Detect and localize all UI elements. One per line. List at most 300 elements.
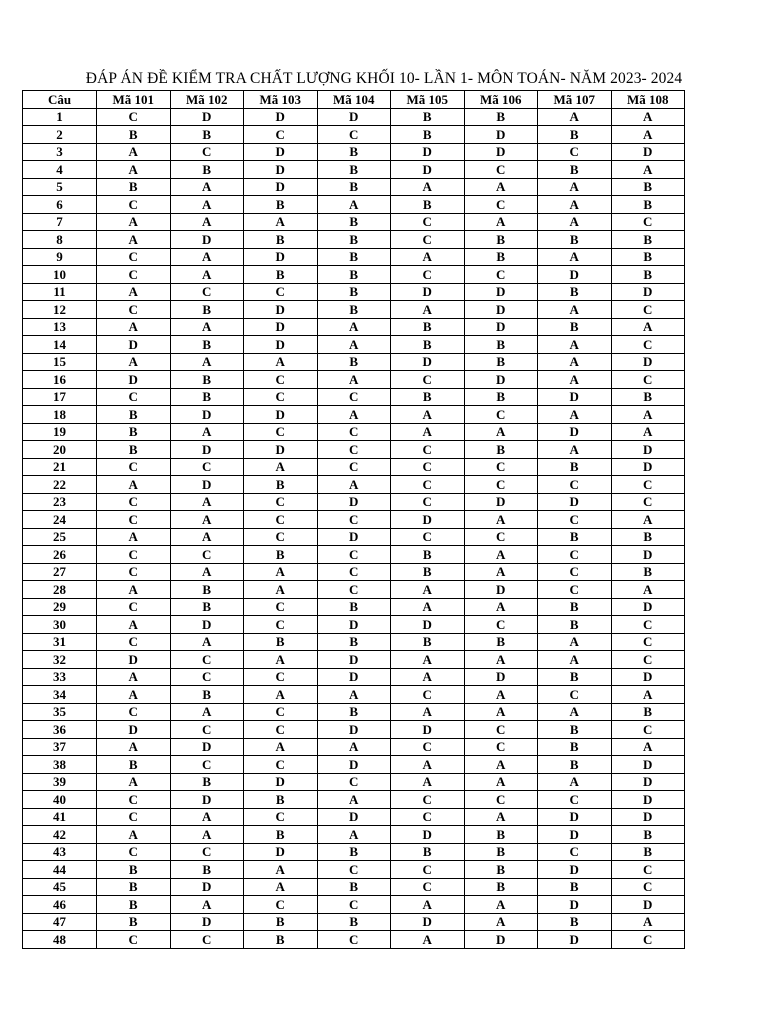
answer-cell: A	[244, 581, 318, 599]
answer-cell: D	[391, 721, 465, 739]
answer-cell: D	[538, 388, 612, 406]
answer-cell: B	[97, 126, 171, 144]
answer-cell: D	[464, 318, 538, 336]
answer-cell: C	[538, 546, 612, 564]
column-header-question: Câu	[23, 91, 97, 109]
answer-cell: B	[317, 178, 391, 196]
answer-cell: C	[97, 301, 171, 319]
answer-cell: C	[244, 668, 318, 686]
answer-cell: C	[611, 721, 685, 739]
table-row	[23, 143, 685, 161]
answer-cell: D	[244, 143, 318, 161]
answer-cell: B	[611, 266, 685, 284]
answer-cell: C	[611, 651, 685, 669]
table-row	[23, 213, 685, 231]
answer-cell: D	[611, 773, 685, 791]
answer-cell: A	[170, 896, 244, 914]
answer-cell: B	[538, 738, 612, 756]
answer-cell: A	[391, 896, 465, 914]
answer-cell: B	[244, 791, 318, 809]
answer-cell: B	[244, 196, 318, 214]
answer-cell: B	[464, 861, 538, 879]
question-number-cell: 12	[23, 301, 97, 319]
answer-cell: A	[464, 213, 538, 231]
question-number-cell: 23	[23, 493, 97, 511]
answer-cell: A	[538, 633, 612, 651]
table-row	[23, 511, 685, 529]
answer-cell: A	[538, 773, 612, 791]
answer-cell: B	[317, 213, 391, 231]
answer-cell: B	[170, 686, 244, 704]
answer-cell: A	[538, 441, 612, 459]
question-number-cell: 32	[23, 651, 97, 669]
question-number-cell: 45	[23, 878, 97, 896]
table-row	[23, 878, 685, 896]
answer-cell: B	[611, 248, 685, 266]
table-row	[23, 458, 685, 476]
answer-cell: B	[317, 843, 391, 861]
answer-cell: B	[317, 703, 391, 721]
answer-cell: A	[538, 108, 612, 126]
answer-cell: A	[244, 651, 318, 669]
table-row	[23, 283, 685, 301]
answer-cell: B	[244, 931, 318, 949]
answer-cell: D	[317, 616, 391, 634]
answer-cell: B	[538, 161, 612, 179]
answer-cell: D	[538, 808, 612, 826]
answer-cell: C	[464, 528, 538, 546]
answer-cell: B	[391, 388, 465, 406]
answer-cell: D	[170, 231, 244, 249]
answer-cell: A	[464, 686, 538, 704]
question-number-cell: 6	[23, 196, 97, 214]
answer-cell: C	[170, 668, 244, 686]
table-row	[23, 668, 685, 686]
answer-cell: C	[97, 598, 171, 616]
answer-cell: A	[317, 476, 391, 494]
question-number-cell: 27	[23, 563, 97, 581]
answer-cell: B	[611, 528, 685, 546]
answer-cell: D	[317, 756, 391, 774]
answer-cell: D	[170, 476, 244, 494]
answer-cell: C	[538, 843, 612, 861]
table-row	[23, 301, 685, 319]
table-row	[23, 108, 685, 126]
question-number-cell: 1	[23, 108, 97, 126]
answer-cell: D	[317, 651, 391, 669]
column-header-code: Mã 107	[538, 91, 612, 109]
table-row	[23, 703, 685, 721]
answer-cell: D	[611, 441, 685, 459]
answer-cell: D	[244, 108, 318, 126]
answer-cell: C	[464, 476, 538, 494]
answer-cell: C	[97, 108, 171, 126]
answer-cell: D	[464, 301, 538, 319]
answer-cell: A	[464, 808, 538, 826]
answer-cell: C	[170, 931, 244, 949]
table-row	[23, 616, 685, 634]
answer-cell: D	[611, 458, 685, 476]
column-header-code: Mã 104	[317, 91, 391, 109]
answer-cell: A	[97, 353, 171, 371]
question-number-cell: 29	[23, 598, 97, 616]
answer-cell: D	[391, 913, 465, 931]
answer-cell: A	[170, 703, 244, 721]
answer-cell: A	[244, 353, 318, 371]
answer-cell: B	[97, 878, 171, 896]
answer-cell: C	[97, 843, 171, 861]
answer-cell: B	[97, 896, 171, 914]
answer-cell: C	[317, 896, 391, 914]
question-number-cell: 44	[23, 861, 97, 879]
table-row	[23, 248, 685, 266]
answer-cell: D	[611, 353, 685, 371]
answer-cell: A	[538, 651, 612, 669]
table-row	[23, 371, 685, 389]
question-number-cell: 46	[23, 896, 97, 914]
answer-cell: B	[538, 528, 612, 546]
table-row	[23, 931, 685, 949]
answer-cell: B	[170, 773, 244, 791]
answer-cell: A	[391, 581, 465, 599]
answer-cell: C	[464, 266, 538, 284]
answer-cell: C	[464, 458, 538, 476]
answer-cell: A	[611, 738, 685, 756]
answer-cell: D	[538, 861, 612, 879]
answer-cell: B	[317, 143, 391, 161]
answer-cell: A	[464, 913, 538, 931]
answer-cell: C	[97, 703, 171, 721]
answer-cell: C	[391, 791, 465, 809]
question-number-cell: 34	[23, 686, 97, 704]
answer-cell: C	[391, 231, 465, 249]
question-number-cell: 47	[23, 913, 97, 931]
answer-cell: C	[611, 301, 685, 319]
answer-cell: A	[391, 598, 465, 616]
table-row	[23, 843, 685, 861]
answer-cell: D	[244, 336, 318, 354]
answer-cell: D	[317, 668, 391, 686]
answer-cell: D	[464, 143, 538, 161]
answer-cell: A	[464, 598, 538, 616]
answer-cell: D	[391, 283, 465, 301]
answer-cell: C	[611, 616, 685, 634]
answer-cell: C	[97, 633, 171, 651]
answer-cell: A	[391, 668, 465, 686]
answer-cell: B	[464, 826, 538, 844]
answer-cell: A	[391, 931, 465, 949]
table-body	[23, 108, 685, 948]
answer-cell: A	[244, 686, 318, 704]
answer-cell: C	[244, 703, 318, 721]
table-row	[23, 826, 685, 844]
answer-cell: D	[244, 843, 318, 861]
answer-cell: C	[611, 476, 685, 494]
answer-cell: A	[317, 196, 391, 214]
table-row	[23, 791, 685, 809]
answer-cell: A	[611, 686, 685, 704]
answer-cell: C	[611, 213, 685, 231]
answer-cell: A	[244, 878, 318, 896]
answer-cell: B	[391, 196, 465, 214]
answer-cell: C	[464, 196, 538, 214]
answer-cell: D	[317, 493, 391, 511]
answer-cell: C	[170, 283, 244, 301]
answer-cell: D	[97, 721, 171, 739]
table-row	[23, 721, 685, 739]
answer-cell: A	[317, 318, 391, 336]
table-row	[23, 353, 685, 371]
answer-cell: D	[611, 791, 685, 809]
answer-cell: B	[391, 563, 465, 581]
answer-cell: A	[97, 213, 171, 231]
answer-cell: A	[170, 178, 244, 196]
answer-cell: D	[170, 406, 244, 424]
answer-cell: C	[170, 756, 244, 774]
answer-cell: A	[464, 703, 538, 721]
answer-cell: B	[97, 861, 171, 879]
answer-cell: D	[538, 423, 612, 441]
answer-cell: A	[244, 861, 318, 879]
answer-cell: B	[170, 371, 244, 389]
answer-cell: A	[538, 336, 612, 354]
answer-cell: C	[244, 493, 318, 511]
answer-cell: B	[464, 441, 538, 459]
answer-cell: A	[538, 371, 612, 389]
answer-cell: D	[391, 353, 465, 371]
answer-cell: C	[97, 931, 171, 949]
answer-cell: C	[317, 931, 391, 949]
question-number-cell: 15	[23, 353, 97, 371]
answer-cell: C	[244, 528, 318, 546]
answer-cell: D	[170, 441, 244, 459]
answer-cell: D	[464, 283, 538, 301]
answer-cell: B	[611, 231, 685, 249]
answer-cell: D	[317, 808, 391, 826]
answer-cell: A	[464, 896, 538, 914]
answer-cell: A	[170, 826, 244, 844]
answer-cell: B	[244, 913, 318, 931]
answer-cell: A	[538, 406, 612, 424]
answer-cell: B	[611, 843, 685, 861]
answer-cell: C	[244, 598, 318, 616]
table-row	[23, 773, 685, 791]
table-row	[23, 896, 685, 914]
question-number-cell: 14	[23, 336, 97, 354]
answer-cell: B	[317, 301, 391, 319]
answer-cell: A	[611, 581, 685, 599]
answer-cell: C	[391, 266, 465, 284]
answer-cell: B	[391, 126, 465, 144]
answer-cell: C	[170, 721, 244, 739]
answer-cell: C	[391, 371, 465, 389]
question-number-cell: 40	[23, 791, 97, 809]
answer-cell: B	[317, 161, 391, 179]
answer-cell: B	[538, 318, 612, 336]
answer-cell: A	[244, 738, 318, 756]
question-number-cell: 9	[23, 248, 97, 266]
answer-cell: A	[244, 458, 318, 476]
answer-cell: D	[464, 493, 538, 511]
answer-cell: C	[97, 248, 171, 266]
answer-cell: B	[464, 336, 538, 354]
answer-cell: B	[170, 126, 244, 144]
answer-cell: B	[538, 126, 612, 144]
answer-cell: D	[538, 266, 612, 284]
answer-cell: D	[244, 318, 318, 336]
answer-cell: A	[464, 546, 538, 564]
answer-cell: A	[97, 616, 171, 634]
answer-cell: B	[538, 231, 612, 249]
table-row	[23, 423, 685, 441]
answer-cell: A	[317, 826, 391, 844]
answer-cell: B	[464, 248, 538, 266]
answer-cell: C	[317, 581, 391, 599]
answer-cell: A	[611, 318, 685, 336]
answer-cell: D	[464, 668, 538, 686]
answer-cell: D	[244, 301, 318, 319]
answer-cell: C	[391, 738, 465, 756]
answer-cell: D	[538, 896, 612, 914]
answer-cell: B	[391, 336, 465, 354]
answer-cell: C	[317, 511, 391, 529]
table-row	[23, 738, 685, 756]
answer-cell: C	[611, 878, 685, 896]
question-number-cell: 36	[23, 721, 97, 739]
answer-cell: D	[170, 616, 244, 634]
table-row	[23, 178, 685, 196]
question-number-cell: 43	[23, 843, 97, 861]
answer-cell: A	[170, 808, 244, 826]
answer-cell: D	[170, 913, 244, 931]
answer-cell: D	[244, 161, 318, 179]
answer-cell: C	[391, 476, 465, 494]
answer-cell: A	[611, 126, 685, 144]
column-header-code: Mã 101	[97, 91, 171, 109]
answer-cell: B	[611, 388, 685, 406]
answer-cell: C	[244, 423, 318, 441]
question-number-cell: 3	[23, 143, 97, 161]
answer-cell: C	[317, 388, 391, 406]
answer-cell: D	[611, 756, 685, 774]
answer-cell: A	[97, 231, 171, 249]
table-row	[23, 266, 685, 284]
answer-cell: A	[391, 651, 465, 669]
answer-cell: A	[170, 196, 244, 214]
answer-cell: D	[611, 668, 685, 686]
table-row	[23, 336, 685, 354]
answer-cell: D	[317, 528, 391, 546]
answer-cell: A	[391, 301, 465, 319]
answer-cell: A	[170, 266, 244, 284]
answer-cell: B	[391, 843, 465, 861]
answer-cell: C	[391, 878, 465, 896]
table-row	[23, 913, 685, 931]
answer-cell: D	[391, 143, 465, 161]
answer-cell: B	[97, 756, 171, 774]
answer-cell: C	[97, 511, 171, 529]
answer-cell: C	[97, 791, 171, 809]
answer-cell: D	[391, 511, 465, 529]
table-row	[23, 563, 685, 581]
answer-cell: A	[244, 563, 318, 581]
answer-cell: C	[244, 126, 318, 144]
question-number-cell: 16	[23, 371, 97, 389]
answer-cell: D	[464, 581, 538, 599]
answer-cell: C	[97, 266, 171, 284]
answer-cell: D	[317, 721, 391, 739]
answer-cell: D	[170, 108, 244, 126]
answer-cell: C	[391, 808, 465, 826]
answer-cell: C	[464, 791, 538, 809]
answer-cell: D	[611, 143, 685, 161]
answer-cell: B	[538, 913, 612, 931]
answer-cell: C	[611, 931, 685, 949]
table-row	[23, 633, 685, 651]
question-number-cell: 42	[23, 826, 97, 844]
answer-cell: D	[464, 126, 538, 144]
answer-cell: C	[464, 406, 538, 424]
answer-cell: C	[611, 371, 685, 389]
answer-cell: A	[97, 826, 171, 844]
answer-cell: A	[538, 248, 612, 266]
answer-cell: A	[170, 528, 244, 546]
answer-cell: B	[611, 703, 685, 721]
answer-cell: B	[391, 108, 465, 126]
table-row	[23, 406, 685, 424]
answer-cell: B	[464, 878, 538, 896]
column-header-code: Mã 103	[244, 91, 318, 109]
answer-cell: A	[464, 563, 538, 581]
answer-cell: D	[611, 546, 685, 564]
answer-cell: D	[464, 371, 538, 389]
question-number-cell: 5	[23, 178, 97, 196]
answer-cell: B	[317, 878, 391, 896]
answer-cell: A	[391, 178, 465, 196]
answer-cell: C	[244, 808, 318, 826]
answer-cell: C	[391, 861, 465, 879]
answer-cell: A	[464, 756, 538, 774]
answer-cell: C	[611, 861, 685, 879]
answer-cell: B	[170, 861, 244, 879]
answer-cell: B	[464, 633, 538, 651]
answer-cell: D	[97, 371, 171, 389]
answer-cell: B	[538, 878, 612, 896]
question-number-cell: 18	[23, 406, 97, 424]
answer-cell: A	[538, 196, 612, 214]
table-row	[23, 318, 685, 336]
answer-cell: B	[611, 563, 685, 581]
question-number-cell: 31	[23, 633, 97, 651]
answer-cell: A	[611, 406, 685, 424]
question-number-cell: 48	[23, 931, 97, 949]
answer-cell: C	[317, 773, 391, 791]
answer-cell: A	[611, 423, 685, 441]
answer-cell: A	[391, 756, 465, 774]
answer-cell: C	[317, 546, 391, 564]
answer-cell: B	[611, 196, 685, 214]
answer-cell: C	[317, 563, 391, 581]
answer-cell: A	[391, 406, 465, 424]
answer-cell: A	[391, 703, 465, 721]
question-number-cell: 4	[23, 161, 97, 179]
answer-cell: B	[538, 458, 612, 476]
answer-cell: A	[170, 318, 244, 336]
answer-cell: D	[244, 773, 318, 791]
table-row	[23, 161, 685, 179]
answer-cell: C	[391, 213, 465, 231]
question-number-cell: 2	[23, 126, 97, 144]
